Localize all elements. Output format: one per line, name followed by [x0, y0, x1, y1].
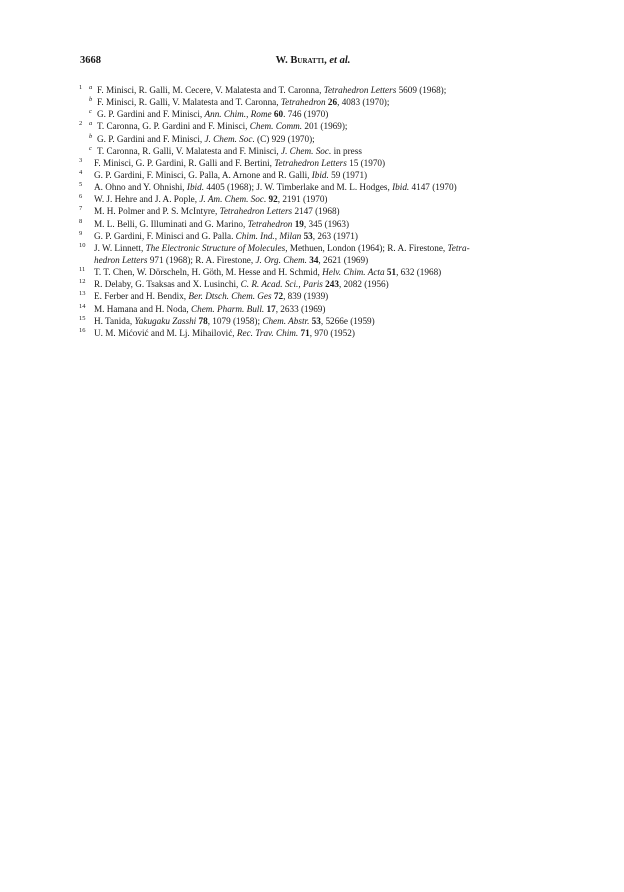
- journal-title: Helv. Chim. Acta: [322, 267, 385, 278]
- reference-item: [79, 315, 559, 327]
- citation-text: , 345 (1963): [303, 218, 350, 229]
- reference-item: [79, 120, 559, 132]
- citation-text: T. T. Chen, W. Dörscheln, H. Göth, M. Hesse and H. Schmid,: [94, 267, 323, 278]
- citation-text: J. W. Linnett,: [94, 242, 146, 253]
- reference-item: [79, 108, 559, 120]
- reference-number: 14: [79, 302, 86, 310]
- citation-text: . 746 (1970): [283, 109, 329, 120]
- journal-title: Yakugaku Zasshi: [134, 315, 197, 326]
- journal-title: J. Chem. Soc.: [281, 145, 332, 156]
- citation-text: T. Caronna, R. Galli, V. Malatesta and F. Minisci,: [97, 145, 282, 156]
- journal-title: Ibid.: [186, 182, 205, 193]
- citation-text: E. Ferber and H. Bendix,: [94, 291, 189, 302]
- journal-title: The Electronic Structure of Molecules: [145, 242, 286, 253]
- reference-text: [97, 96, 389, 108]
- journal-title: Ibid.: [392, 182, 410, 193]
- citation-text: T. Caronna, G. P. Gardini and F. Minisci,: [97, 121, 250, 132]
- citation-text: , 632 (1968): [396, 267, 442, 278]
- reference-text: [97, 145, 362, 157]
- reference-sub-letter: a: [89, 120, 93, 128]
- reference-sub-letter: c: [89, 144, 92, 152]
- reference-item: [79, 327, 559, 339]
- volume-number: 53: [311, 315, 321, 326]
- page-header: [80, 55, 546, 69]
- journal-title: Tetrahedron: [280, 97, 326, 108]
- citation-text: G. P. Gardini, F. Minisci, G. Palla, A. Arnone and R. Galli,: [94, 169, 312, 180]
- citation-text: 5609 (1968);: [396, 85, 447, 95]
- citation-text: , 2191 (1970): [277, 194, 328, 205]
- reference-number: 1: [79, 84, 83, 91]
- citation-text: G. P. Gardini and F. Minisci,: [97, 133, 205, 144]
- volume-number: 60: [273, 109, 284, 120]
- reference-sub-letter: b: [89, 96, 93, 104]
- reference-item: [79, 278, 559, 290]
- reference-number: 16: [79, 326, 86, 334]
- journal-title: Ibid.: [311, 169, 329, 180]
- reference-text: [97, 108, 328, 120]
- citation-text: M. L. Belli, G. Illuminati and G. Marino,: [94, 218, 248, 229]
- reference-text: [94, 205, 340, 217]
- citation-text: 59 (1971): [328, 169, 368, 180]
- citation-text: 4405 (1968); J. W. Timberlake and M. L. Hodges,: [204, 182, 393, 193]
- reference-text: [94, 218, 349, 230]
- citation-text: (C) 929 (1970);: [254, 133, 315, 144]
- reference-text: [97, 120, 347, 132]
- journal-title: C. R. Acad. Sci., Paris: [240, 279, 323, 290]
- citation-text: F. Minisci, R. Galli, V. Malatesta and T. Caronna,: [97, 97, 281, 108]
- reference-text: [97, 84, 446, 96]
- reference-item: [79, 290, 559, 302]
- reference-text: [94, 181, 457, 193]
- journal-title: Tetrahedron Letters: [219, 206, 293, 217]
- citation-text: A. Ohno and Y. Ohnishi,: [94, 182, 187, 193]
- reference-item: [79, 145, 559, 157]
- citation-text: , 2082 (1956): [338, 279, 389, 290]
- reference-item: [79, 84, 559, 96]
- reference-text: [94, 254, 368, 266]
- reference-item: [79, 181, 559, 193]
- reference-number: 5: [79, 181, 83, 189]
- journal-title: Ber. Dtsch. Chem. Ges: [188, 291, 272, 302]
- reference-item: [79, 157, 559, 169]
- reference-text: [97, 133, 315, 145]
- volume-number: 17: [266, 303, 276, 314]
- volume-number: 34: [309, 254, 319, 265]
- citation-text: , 970 (1952): [309, 327, 355, 338]
- volume-number: 78: [198, 315, 208, 326]
- citation-text: G. P. Gardini, F. Minisci and G. Palla.: [94, 230, 236, 241]
- citation-text: , 1079 (1958);: [207, 315, 263, 326]
- reference-list: [79, 84, 559, 339]
- reference-text: [94, 242, 470, 254]
- reference-number: 7: [79, 205, 83, 213]
- page-number: 3668: [80, 55, 101, 66]
- reference-number: 3: [79, 156, 83, 164]
- citation-text: 971 (1968); R. A. Firestone,: [147, 254, 256, 265]
- journal-title: Ann. Chim., Rome: [204, 109, 272, 120]
- reference-number: 4: [79, 168, 83, 176]
- reference-number: 10: [79, 241, 86, 249]
- reference-text: [94, 327, 355, 339]
- volume-number: 243: [325, 279, 339, 290]
- reference-item: [79, 303, 559, 315]
- journal-title: Tetra-: [447, 242, 470, 253]
- citation-text: 15 (1970): [346, 157, 386, 168]
- reference-item: [79, 193, 559, 205]
- volume-number: 71: [300, 327, 310, 338]
- volume-number: 26: [327, 97, 338, 108]
- citation-text: , 5266e (1959): [320, 315, 375, 326]
- reference-number: 2: [79, 120, 83, 128]
- journal-title: Chem. Comm.: [249, 121, 303, 132]
- citation-text: F. Minisci, R. Galli, M. Cecere, V. Malatesta and T. Caronna,: [97, 85, 324, 95]
- reference-sub-letter: c: [89, 108, 92, 116]
- journal-title: J. Am. Chem. Soc.: [199, 194, 267, 205]
- journal-title: Chem. Abstr.: [262, 315, 310, 326]
- citation-text: , Methuen, London (1964); R. A. Firestone,: [285, 242, 448, 253]
- reference-number: 13: [79, 290, 86, 298]
- volume-number: 53: [303, 230, 313, 241]
- volume-number: 51: [386, 267, 397, 278]
- reference-item: [79, 205, 559, 217]
- reference-text: [94, 169, 367, 181]
- citation-text: in press: [331, 145, 362, 156]
- et-al: et al.: [329, 55, 351, 66]
- reference-item: [79, 96, 559, 108]
- journal-title: Tetrahedron Letters: [274, 157, 347, 168]
- reference-item: [79, 242, 559, 254]
- reference-text: [94, 230, 358, 242]
- citation-text: 201 (1969);: [302, 121, 348, 132]
- citation-text: U. M. Mićović and M. Lj. Mihailović,: [94, 327, 237, 338]
- citation-text: , 2633 (1969): [275, 303, 326, 314]
- reference-text: [94, 290, 328, 302]
- reference-item: [79, 133, 559, 145]
- citation-text: W. J. Hehre and J. A. Pople,: [94, 194, 200, 205]
- reference-number: 15: [79, 314, 86, 322]
- citation-text: H. Tanida,: [94, 315, 135, 326]
- reference-sub-letter: a: [89, 84, 93, 91]
- reference-item: [79, 254, 559, 266]
- journal-title: Tetrahedron: [247, 218, 293, 229]
- reference-sub-letter: b: [89, 132, 93, 140]
- journal-title: Chem. Pharm. Bull.: [190, 303, 265, 314]
- journal-title: Tetrahedron Letters: [323, 85, 397, 95]
- citation-text: 4147 (1970): [409, 182, 457, 193]
- running-head: W. Buratti, et al.: [275, 55, 351, 66]
- journal-title: J. Chem. Soc.: [204, 133, 255, 144]
- citation-text: , 2621 (1969): [318, 254, 369, 265]
- citation-text: G. P. Gardini and F. Minisci,: [97, 109, 205, 120]
- reference-number: 9: [79, 229, 83, 237]
- reference-item: [79, 230, 559, 242]
- journal-title: Chim. Ind., Milan: [235, 230, 302, 241]
- reference-item: [79, 169, 559, 181]
- reference-text: [94, 193, 328, 205]
- citation-text: , 4083 (1970);: [337, 97, 390, 108]
- reference-item: [79, 266, 559, 278]
- reference-text: [94, 303, 325, 315]
- author-line: W. Buratti: [275, 55, 325, 66]
- reference-number: 8: [79, 217, 83, 225]
- reference-number: 6: [79, 193, 83, 201]
- volume-number: 19: [294, 218, 304, 229]
- citation-text: F. Minisci, G. P. Gardini, R. Galli and F. Bertini,: [94, 157, 275, 168]
- citation-text: M. Hamana and H. Noda,: [94, 303, 191, 314]
- citation-text: M. H. Polmer and P. S. McIntyre,: [94, 206, 220, 217]
- reference-number: 12: [79, 278, 86, 286]
- citation-text: , 839 (1939): [283, 291, 329, 302]
- citation-text: 2147 (1968): [292, 206, 340, 217]
- reference-text: [94, 278, 389, 290]
- reference-text: [94, 157, 385, 169]
- volume-number: 92: [268, 194, 278, 205]
- journal-title: hedron Letters: [94, 254, 148, 265]
- reference-item: [79, 218, 559, 230]
- reference-text: [94, 315, 375, 327]
- journal-title: J. Org. Chem.: [255, 254, 307, 265]
- volume-number: 72: [273, 291, 284, 302]
- reference-number: 11: [79, 266, 86, 274]
- reference-text: [94, 266, 441, 278]
- journal-title: Rec. Trav. Chim.: [236, 327, 299, 338]
- citation-text: R. Delaby, G. Tsaksas and X. Lusinchi,: [94, 279, 241, 290]
- citation-text: , 263 (1971): [312, 230, 358, 241]
